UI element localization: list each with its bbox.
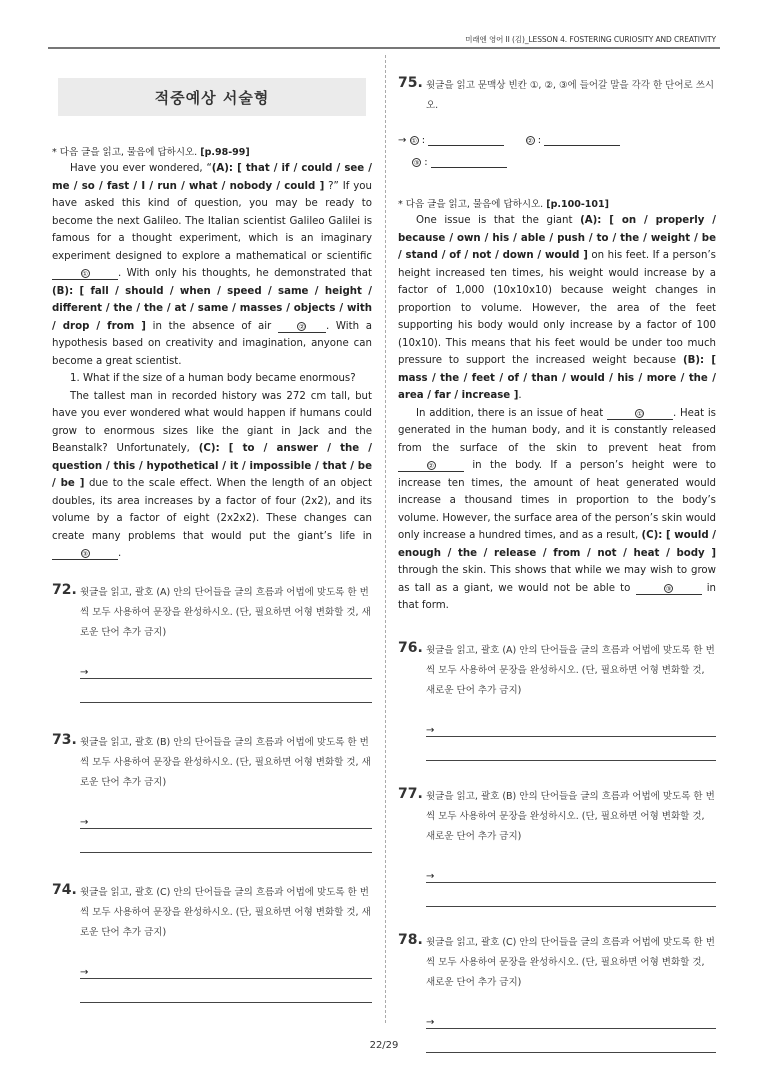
- question-text: 윗글을 읽고 문맥상 빈칸 ①, ②, ③에 들어갈 말을 각각 한 단어로 쓰시오.: [426, 80, 715, 111]
- passage2-text: . Heat is generated in the human body, and it is constantly released from the surface of the skin to prevent heat from: [398, 407, 716, 454]
- circle-2-icon: ②: [428, 462, 434, 470]
- question-number: 76.: [398, 639, 423, 656]
- arrow-icon: →: [80, 966, 89, 978]
- answer-3-field[interactable]: [431, 156, 507, 168]
- answer-line[interactable]: [80, 979, 372, 1003]
- answer-line[interactable]: [426, 737, 716, 761]
- colon: :: [537, 135, 542, 146]
- passage1-text: .: [118, 548, 122, 559]
- answer-line[interactable]: [80, 805, 372, 829]
- passage2-box-b: (B): [ mass / the / feet / of / than / would / his / more / the / area / far / increase ]: [398, 355, 716, 401]
- question-text: 윗글을 읽고, 괄호 (A) 안의 단어들을 글의 흐름과 어법에 맞도록 한 번씩 모두 사용하여 문장을 완성하시오. (단, 필요하면 어형 변화할 것, 새로운 단어 추가 금지): [426, 644, 715, 696]
- arrow-icon: →: [398, 135, 407, 146]
- circle-1-icon: ①: [411, 137, 417, 145]
- answer-line[interactable]: [426, 1005, 716, 1029]
- passage1-instruction: * 다음 글을 읽고, 물음에 답하시오.: [52, 147, 198, 158]
- passage2-text: in the body. If a person’s height were to increase ten times, the amount of heat generated would increase a thousand times in proportion to the body’s volume. However, the surface area of the person’s skin would only increase a hundred times, and as a result,: [398, 460, 716, 541]
- passage1-intro: [52, 144, 372, 158]
- passage1-text: in the absence of air: [145, 320, 278, 332]
- answer-line[interactable]: [80, 679, 372, 703]
- answer-2-field[interactable]: [544, 134, 620, 146]
- passage1-text: ?” If you have asked this kind of question, you may be ready to become the next Galileo. The Italian scientist Galileo Galilei is famous for a thought experiment, which is an imaginary experiment designed to explore a mathematical or scientific: [52, 180, 372, 262]
- passage2-text: through the skin. This shows that while we may wish to grow as tall as a giant, we would not be able to: [398, 565, 716, 594]
- passage1-box-c: (C): [ to / answer / the / question / this / hypothetical / it / impossible / that / be / be ]: [52, 443, 373, 489]
- answer-1-field[interactable]: [428, 134, 504, 146]
- circle-2-icon: ②: [299, 322, 305, 331]
- circle-3-icon: ③: [82, 550, 88, 558]
- passage2-instruction: * 다음 글을 읽고, 물음에 답하시오.: [398, 199, 544, 210]
- column-divider: [385, 55, 386, 1023]
- passage2-pages: [p.100-101]: [546, 199, 609, 210]
- blank-3[interactable]: [52, 548, 118, 560]
- passage2-text: in that form.: [398, 582, 717, 611]
- passage1-text: Have you ever wondered, “: [70, 163, 212, 174]
- blank-3[interactable]: [636, 583, 702, 595]
- circle-1-icon: ①: [637, 409, 643, 418]
- passage2-text: In addition, there is an issue of heat: [416, 407, 607, 419]
- question-text: 윗글을 읽고, 괄호 (B) 안의 단어들을 글의 흐름과 어법에 맞도록 한 번씩 모두 사용하여 문장을 완성하시오. (단, 필요하면 어형 변화할 것, 새로운 단어 추가 금지): [426, 790, 715, 842]
- arrow-icon: →: [426, 870, 435, 882]
- answer-line[interactable]: [426, 883, 716, 907]
- passage2-text: on his feet. If a person’s height increased ten times, his weight would increase by a factor of 1,000 (10x10x10) because weight changes in proportion to volume. However, the area of the feet supporting his body would only increase by a factor of 100 (10x10). This means that his feet would be under too much pressure to support the increased weight because: [398, 250, 716, 366]
- passage1-text: . With a hypothesis based on creativity and imagination, anyone can become a great scientist.: [52, 320, 372, 367]
- question-76: [398, 641, 716, 761]
- question-text: 윗글을 읽고, 괄호 (A) 안의 단어들을 글의 흐름과 어법에 맞도록 한 번씩 모두 사용하여 문장을 완성하시오. (단, 필요하면 어형 변화할 것, 새로운 단어 추가 금지): [80, 586, 371, 638]
- arrow-icon: →: [426, 1016, 435, 1028]
- circle-1-icon: ①: [82, 270, 88, 278]
- question-text: 윗글을 읽고, 괄호 (C) 안의 단어들을 글의 흐름과 어법에 맞도록 한 번씩 모두 사용하여 문장을 완성하시오. (단, 필요하면 어형 변화할 것, 새로운 단어 추가 금지): [426, 936, 715, 988]
- right-column: [398, 70, 716, 1053]
- fill-answers: [398, 130, 716, 174]
- answer-line[interactable]: [80, 955, 372, 979]
- colon: :: [424, 157, 428, 168]
- answer-line[interactable]: [80, 829, 372, 853]
- question-text: 윗글을 읽고, 괄호 (B) 안의 단어들을 글의 흐름과 어법에 맞도록 한 번씩 모두 사용하여 문장을 완성하시오. (단, 필요하면 어형 변화할 것, 새로운 단어 추가 금지): [80, 736, 371, 788]
- page-header: 미래엔 영어 II (김)_LESSON 4. FOSTERING CURIOSITY AND CREATIVITY: [465, 35, 716, 44]
- passage1-box-a: (A): [ that / if / could / see / me / so / fast / I / run / what / nobody / could ]: [52, 163, 372, 192]
- blank-2[interactable]: [278, 321, 326, 333]
- question-73: [52, 733, 372, 853]
- question-75: [398, 76, 716, 116]
- question-72: [52, 583, 372, 703]
- question-74: [52, 883, 372, 1003]
- blank-1[interactable]: [607, 408, 673, 420]
- passage2-box-a: (A): [ on / properly / because / own / his / able / push / to / the / weight / be / stand / of / not / down / would ]: [398, 215, 716, 261]
- colon: :: [421, 135, 426, 146]
- passage1-subheading: 1. What if the size of a human body became enormous?: [70, 373, 356, 384]
- passage2-text: One issue is that the giant: [416, 215, 581, 226]
- blank-1[interactable]: [52, 268, 118, 280]
- passage1-text: The tallest man in recorded history was 272 cm tall, but have you ever wondered what would happen if humans could grow to enormous sizes like the giant in Jack and the Beanstalk? Unfortunately,: [52, 390, 372, 454]
- section-title: 적중예상 서술형: [58, 78, 366, 116]
- passage1-text: . With only his thoughts, he demonstrated that: [118, 268, 372, 279]
- question-text: 윗글을 읽고, 괄호 (C) 안의 단어들을 글의 흐름과 어법에 맞도록 한 번씩 모두 사용하여 문장을 완성하시오. (단, 필요하면 어형 변화할 것, 새로운 단어 추가 금지): [80, 886, 371, 938]
- passage1: [52, 160, 372, 563]
- arrow-icon: →: [426, 724, 435, 736]
- question-number: 75.: [398, 75, 423, 91]
- question-number: 77.: [398, 785, 423, 802]
- circle-3-icon: ③: [413, 159, 420, 167]
- passage1-box-b: (B): [ fall / should / when / speed / same / height / different / the / the / at / same / masses / objects / with / drop / from ]: [52, 285, 372, 332]
- circle-3-icon: ③: [665, 584, 672, 593]
- passage2: [398, 212, 716, 615]
- question-number: 74.: [52, 881, 77, 898]
- arrow-icon: →: [80, 666, 89, 678]
- question-number: 72.: [52, 581, 77, 598]
- circle-2-icon: ②: [527, 137, 533, 145]
- arrow-icon: →: [80, 816, 89, 828]
- answer-line[interactable]: [426, 713, 716, 737]
- question-78: [398, 933, 716, 1053]
- answer-line[interactable]: [80, 655, 372, 679]
- passage1-text: due to the scale effect. When the length of an object doubles, its area increases by a factor of four (2x2), and its volume by a factor of eight (2x2x2). These changes can create many problems that would put the giant’s life in: [52, 478, 372, 542]
- header-rule: [48, 47, 720, 49]
- passage2-text: .: [518, 390, 522, 401]
- passage1-pages: [p.98-99]: [200, 147, 250, 158]
- answer-line[interactable]: [426, 859, 716, 883]
- question-77: [398, 787, 716, 907]
- blank-2[interactable]: [398, 460, 464, 472]
- left-column: [52, 70, 372, 1003]
- passage2-intro: [398, 196, 716, 210]
- passage2-box-c: (C): [ would / enough / the / release / from / not / heat / body ]: [398, 530, 716, 559]
- page-number: 22/29: [369, 1040, 399, 1051]
- question-number: 73.: [52, 731, 77, 748]
- question-number: 78.: [398, 931, 423, 948]
